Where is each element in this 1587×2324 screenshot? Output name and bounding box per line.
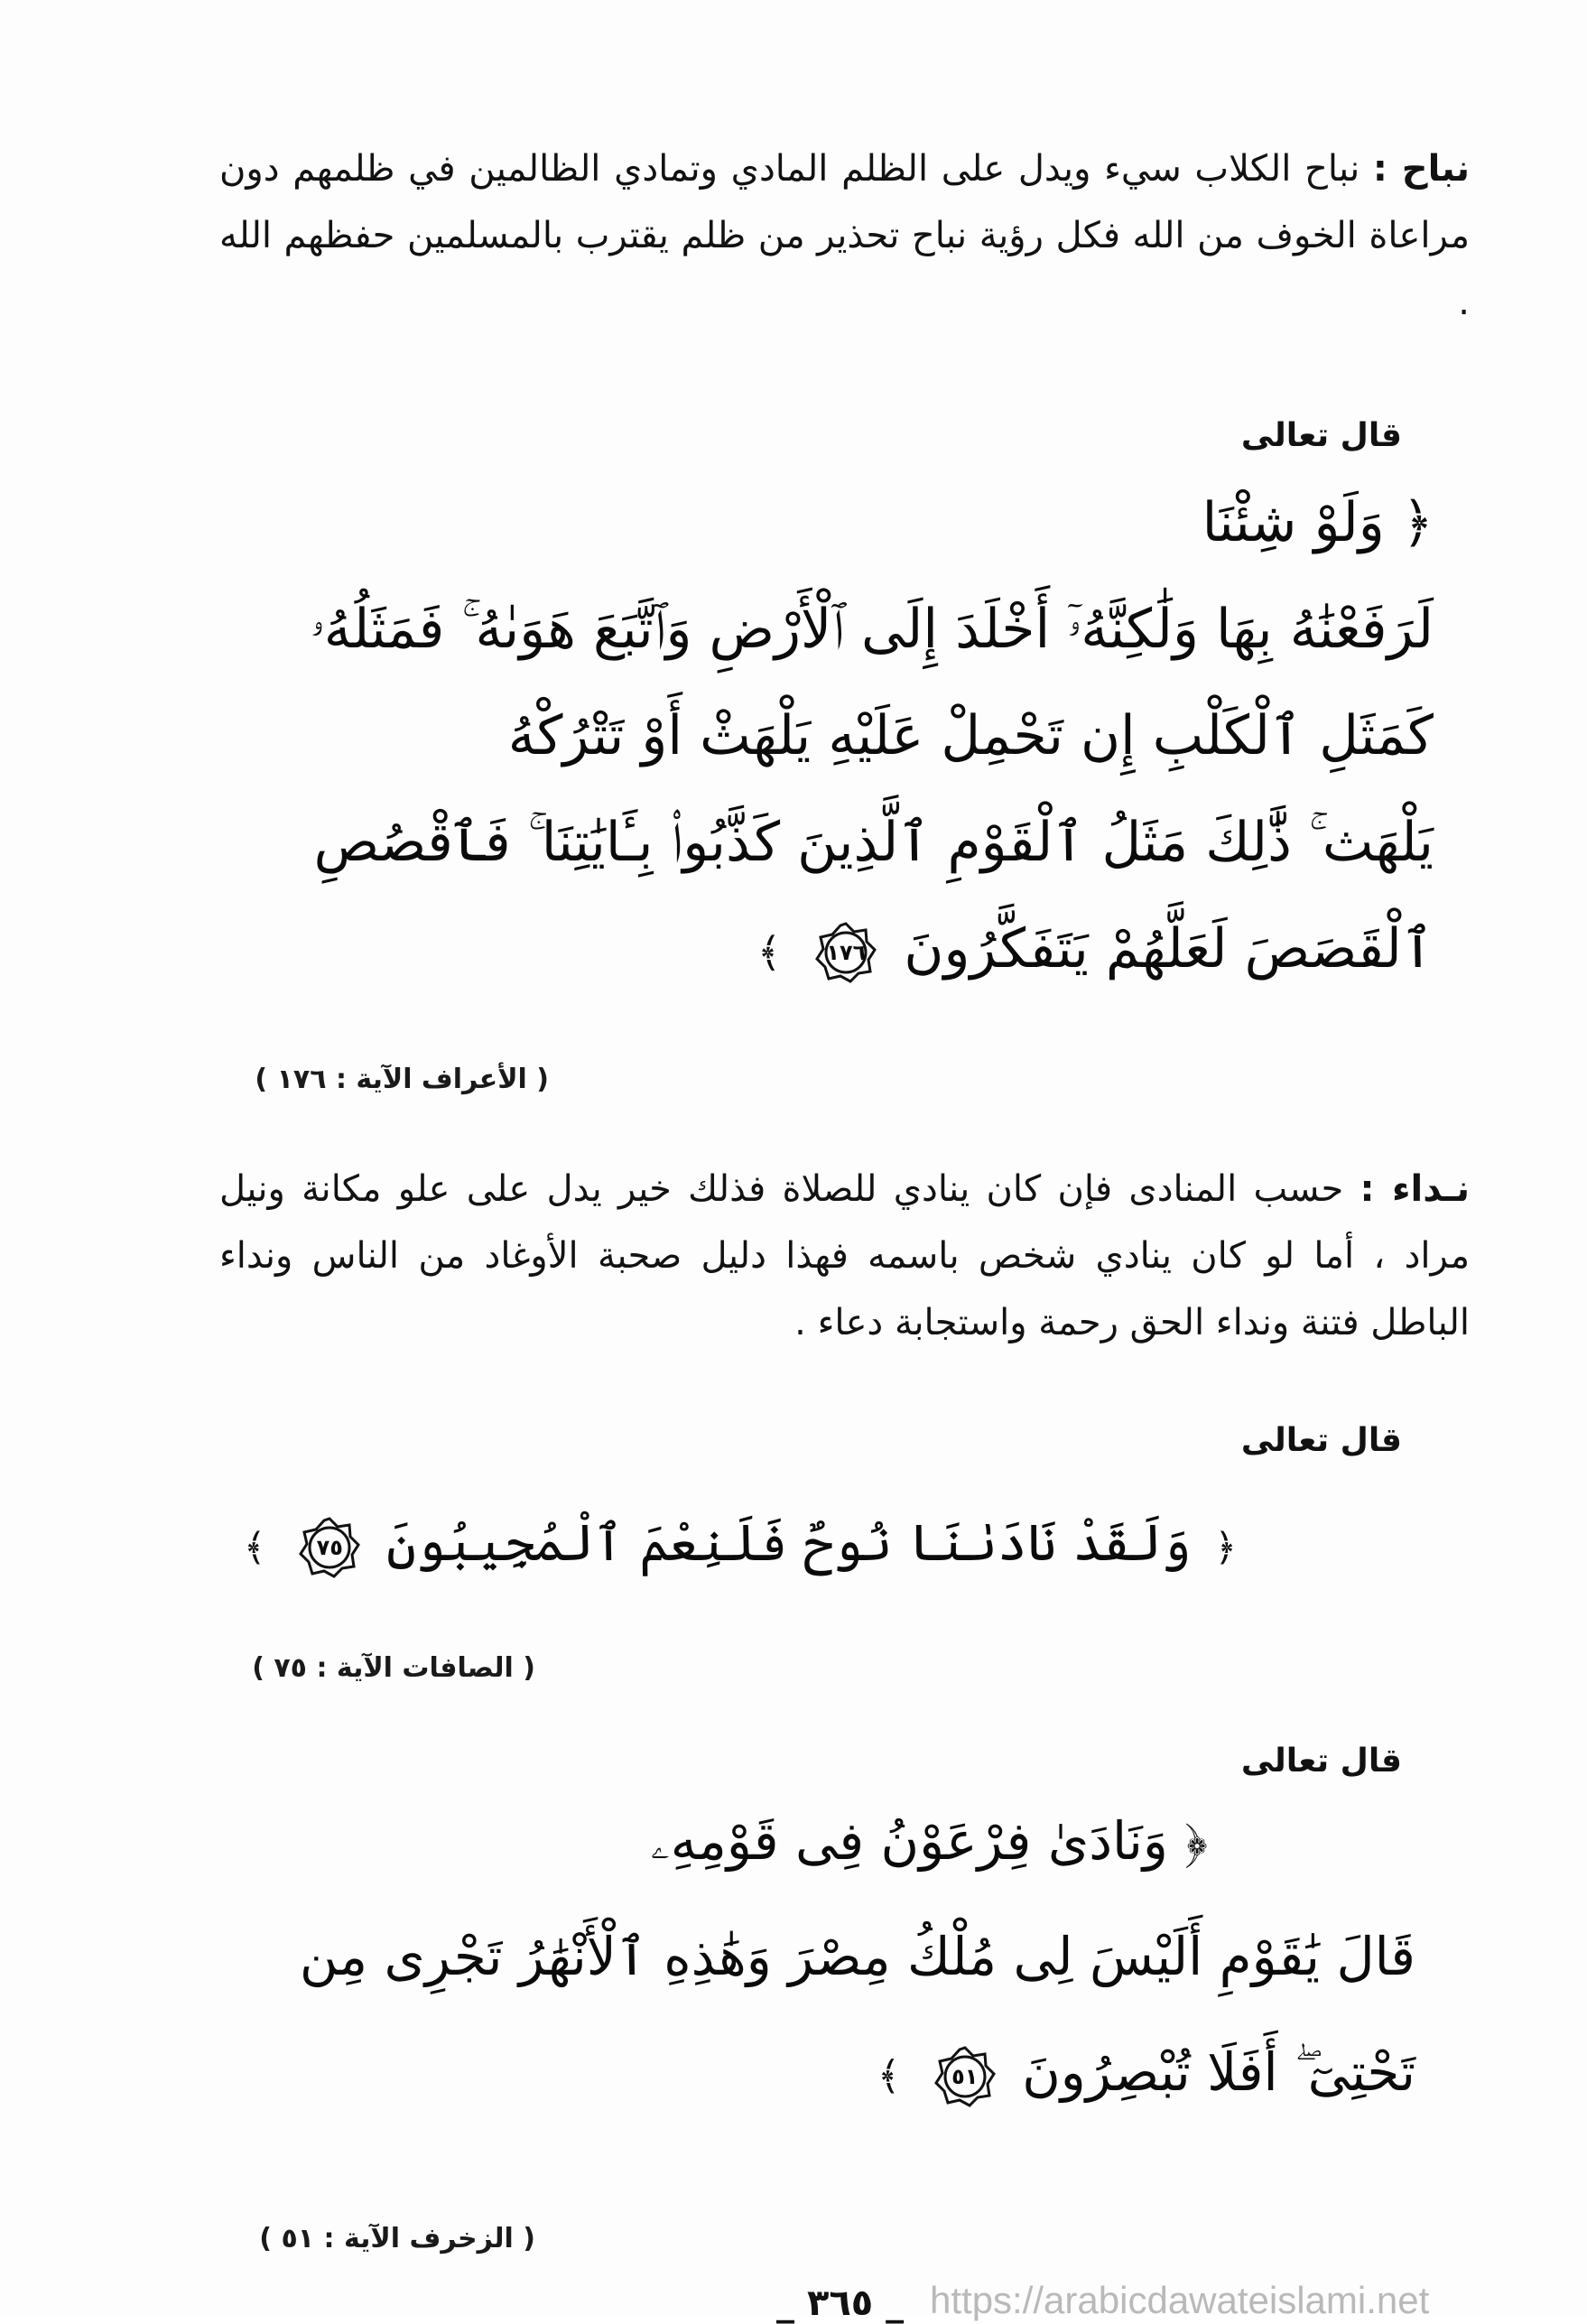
verse-line: ﴿ وَلَوْ شِئْنَا [1202,491,1434,554]
paragraph-body-calling: حسب المنادى فإن كان ينادي للصلاة فذلك خير يدل على علو مكانة ونيل مراد ، أما لو كان ينادي شخص باسمه فهذا دليل صحبة الأوغاد من الناس ونداء الباطل فتنة ونداء الحق رحمة واستجابة دعاء . [219,1168,1470,1343]
verse-text: وَلَقَدْ نَادَىٰنَا نُوحٌ فَلَنِعْمَ ٱلْمُجِيبُونَ [386,1514,1192,1573]
ayah-number-ornament [298,1516,361,1579]
paragraph-lead-barking: نباح : [1372,148,1470,190]
ayah-number-ornament [814,921,877,984]
ayah-number-ornament [933,2045,997,2108]
verse-line: كَمَثَلِ ٱلْكَلْبِ إِن تَحْمِلْ عَلَيْهِ يَلْهَثْ أَوْ تَتْرُكْهُ [507,704,1434,767]
quran-verse-saffat-75 [243,1499,1244,1593]
verse-reference: ( الزخرف الآية : ٥١ ) [259,2223,535,2254]
closing-bracket: ﴾ [243,1524,266,1569]
quran-intro-label: قال تعالى [1240,1422,1402,1459]
verse-line: يَلْهَث ۚ ذَّٰلِكَ مَثَلُ ٱلْقَوْمِ ٱلَّذِينَ كَذَّبُوا۟ بِـَٔايَٰتِنَا ۚ فَٱقْصُصِ [313,811,1434,874]
verse-line-single [243,1499,1244,1593]
verse-line: لَرَفَعْنَٰهُ بِهَا وَلَٰكِنَّهُۥٓ أَخْلَدَ إِلَى ٱلْأَرْضِ وَٱتَّبَعَ هَوَىٰهُ ۚ فَمَثَلُهُۥ [310,598,1434,661]
verse-line-final [170,2014,1415,2134]
closing-bracket: ﴾ [877,2053,901,2099]
quran-intro-label: قال تعالى [1240,1743,1402,1780]
quran-intro-label: قال تعالى [1240,417,1402,454]
paragraph-dogs-barking [219,135,1470,336]
quran-verse-zukhruf-51 [170,1783,1415,2134]
closing-bracket: ﴾ [756,928,782,977]
verse-text: ٱلْقَصَصَ لَعَلَّهُمْ يَتَفَكَّرُونَ [904,917,1434,981]
ayah-number: ١٧٦ [826,940,867,966]
verse-reference: ( الأعراف الآية : ١٧٦ ) [255,1064,549,1095]
paragraph-lead-calling: نـداء : [1360,1168,1471,1210]
opening-bracket: ﴿ [1214,1524,1237,1569]
verse-line: قَالَ يَٰقَوْمِ أَلَيْسَ لِى مُلْكُ مِصْرَ وَهَٰذِهِ ٱلْأَنْهَٰرُ تَجْرِى مِن [299,1926,1415,1987]
verse-text: تَحْتِىٓ ۖ أَفَلَا تُبْصِرُونَ [1022,2041,1415,2103]
page-number: _ ٣٦٥ _ [776,2282,905,2324]
verse-line: ﴿ وَنَادَىٰ فِرْعَوْنُ فِى قَوْمِهِۦ [650,1810,1208,1872]
paragraph-calling [219,1156,1470,1356]
watermark-url: https://arabicdawateislami.net [930,2279,1430,2321]
verse-reference: ( الصافات الآية : ٧٥ ) [252,1652,535,1684]
quran-verse-araf-176 [170,469,1434,1006]
paragraph-body-barking: نباح الكلاب سيء ويدل على الظلم المادي وتمادي الظالمين في ظلمهم دون مراعاة الخوف من الله فكل رؤية نباح تحذير من ظلم يقترب بالمسلمين حفظهم الله . [219,148,1470,323]
verse-line-final [170,896,1434,1006]
ayah-number: ٥١ [951,2063,979,2089]
ayah-number: ٧٥ [316,1534,343,1560]
